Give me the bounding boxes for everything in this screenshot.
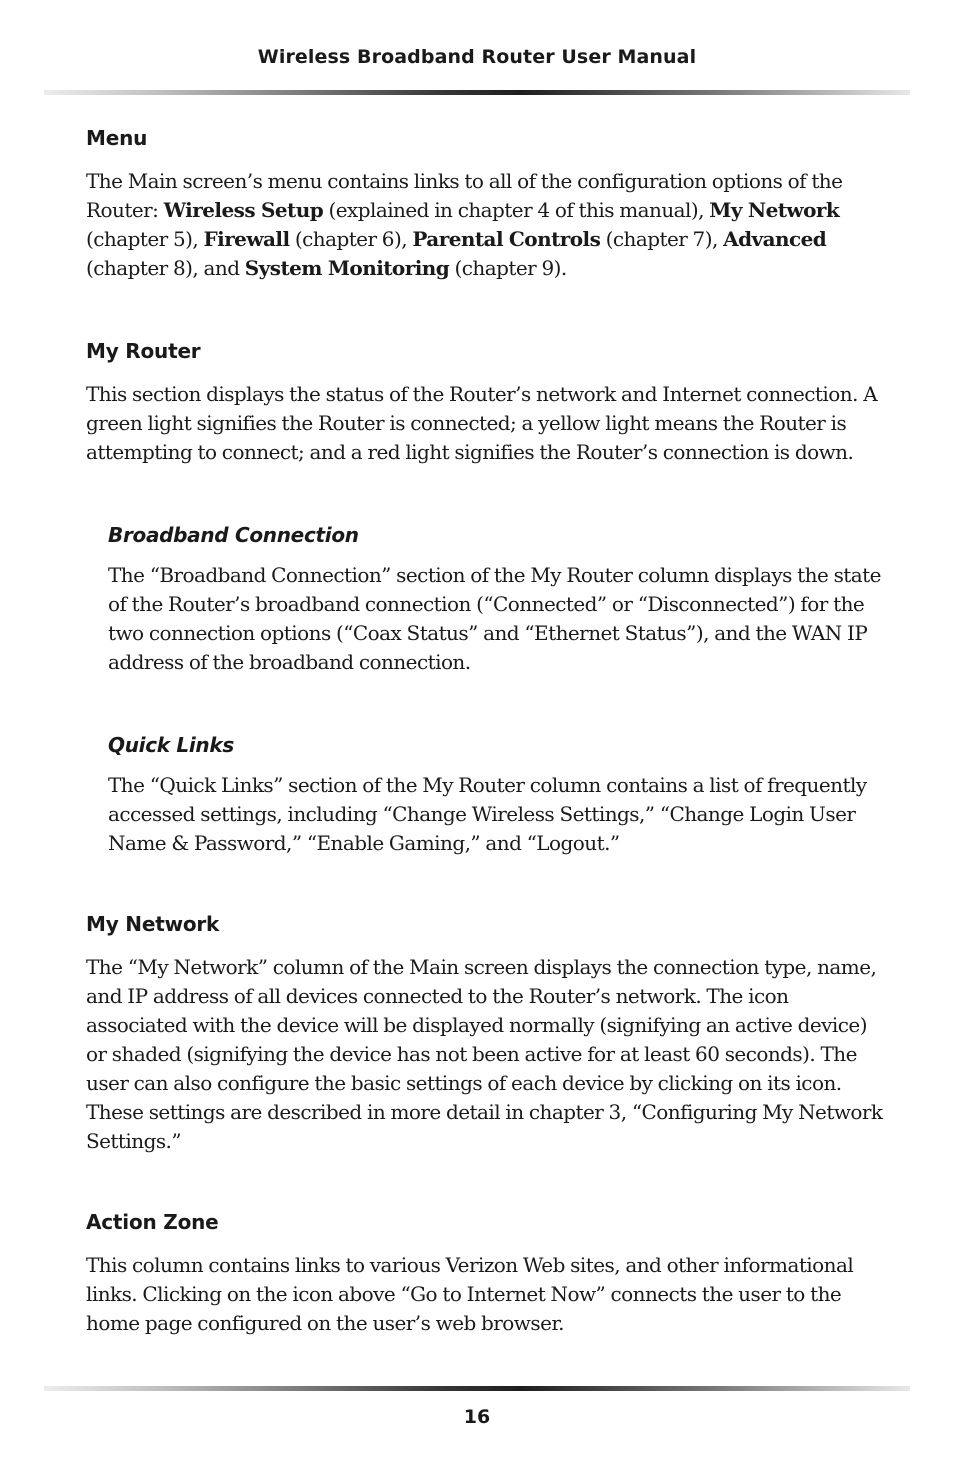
section-body-my-network: The “My Network” column of the Main screen displays the connection type, name, and IP address of all devices connected to the Router’s network. The icon associated with the device will be displayed normally (signifying an active device) or shaded (signifying the device has not been active for at least 60 seconds). The user can also configure the basic settings of each device by clicking on its icon. These settings are described in more detail in chapter 3, “Configuring My Network Settings.”	[86, 955, 883, 1153]
subsection-heading-quick-links: Quick Links	[108, 733, 234, 757]
section-my-router	[86, 339, 886, 467]
section-body-my-router: This section displays the status of the Router’s network and Internet connection. A green light signifies the Router is connected; a yellow light means the Router is attempting to connect; and a red light signifies the Router’s connection is down.	[86, 382, 878, 464]
menu-text-4: (chapter 6),	[289, 227, 413, 251]
section-body-action-zone: This column contains links to various Verizon Web sites, and other informational links. Clicking on the icon above “Go to Internet Now” connects the user to the home page configured on the user’s web browser.	[86, 1253, 854, 1335]
menu-term-system-monitoring: System Monitoring	[244, 256, 450, 280]
running-header: Wireless Broadband Router User Manual	[257, 46, 697, 68]
header-rule	[44, 90, 910, 95]
spacer	[86, 467, 886, 523]
menu-term-wireless-setup: Wireless Setup	[163, 198, 324, 222]
menu-text-7: (chapter 9).	[449, 256, 567, 280]
subsection-body-broadband-connection: The “Broadband Connection” section of the My Router column displays the state of the Router’s broadband connection (“Connected” or “Disconnected”) for the two connection options (“Coax Status” and “Ethernet Status”), and the WAN IP address of the broadband connection.	[108, 563, 881, 674]
section-action-zone	[86, 1210, 886, 1338]
subsection-quick-links	[108, 733, 886, 858]
menu-text-2: (explained in chapter 4 of this manual),	[323, 198, 710, 222]
subsection-broadband-connection	[108, 523, 886, 677]
menu-text-6: (chapter 8), and	[86, 256, 245, 280]
section-body-menu	[86, 167, 886, 283]
section-menu	[86, 126, 886, 283]
page-content	[86, 126, 886, 1338]
spacer	[86, 677, 886, 733]
footer-rule	[44, 1386, 910, 1391]
menu-text-5: (chapter 7),	[600, 227, 724, 251]
spacer	[86, 858, 886, 912]
subsection-heading-broadband-connection: Broadband Connection	[108, 523, 359, 547]
subsection-body-quick-links: The “Quick Links” section of the My Router column contains a list of frequently accessed settings, including “Change Wireless Settings,” “Change Login User Name & Password,” “Enable Gaming,” and “Logout.”	[108, 773, 867, 855]
menu-text-1: The Main screen’s menu contains links to all of the configuration options of the Router:	[86, 169, 843, 222]
menu-term-parental-controls: Parental Controls	[412, 227, 601, 251]
spacer	[86, 1156, 886, 1210]
section-heading-my-network: My Network	[86, 912, 220, 936]
section-my-network	[86, 912, 886, 1156]
section-heading-my-router: My Router	[86, 339, 201, 363]
section-heading-menu: Menu	[86, 126, 148, 150]
menu-term-my-network: My Network	[709, 198, 840, 222]
menu-text-3: (chapter 5),	[86, 227, 204, 251]
page-number: 16	[463, 1406, 491, 1428]
menu-term-advanced: Advanced	[723, 227, 827, 251]
spacer	[86, 283, 886, 339]
section-heading-action-zone: Action Zone	[86, 1210, 219, 1234]
menu-term-firewall: Firewall	[203, 227, 290, 251]
